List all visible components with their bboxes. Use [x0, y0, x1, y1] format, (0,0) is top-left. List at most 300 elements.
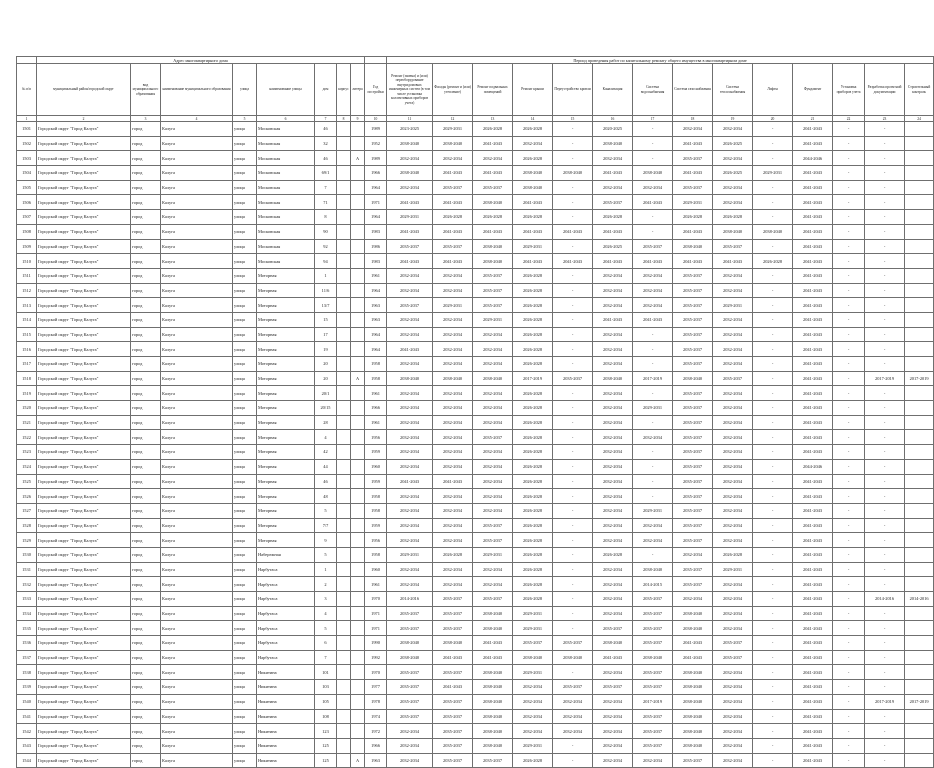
table-cell: - — [833, 724, 865, 739]
table-cell: 2035-2037 — [553, 371, 593, 386]
table-cell: 2032-2034 — [593, 474, 633, 489]
table-cell: 2029-2031 — [387, 547, 433, 562]
table-cell: 1510 — [17, 254, 37, 269]
table-cell: 2029-2031 — [473, 312, 513, 327]
table-cell: 3 — [315, 592, 337, 607]
table-cell: 2044-2046 — [793, 459, 833, 474]
column-header: Система водоснабжения — [633, 64, 673, 116]
table-cell: 2044-2046 — [793, 151, 833, 166]
table-cell: город — [131, 430, 161, 445]
table-cell: 2038-2040 — [473, 680, 513, 695]
table-cell: 1 — [315, 268, 337, 283]
table-cell: 2029-2031 — [713, 298, 753, 313]
table-cell: 2032-2034 — [713, 592, 753, 607]
table-cell: - — [553, 606, 593, 621]
table-cell: Городской округ "Город Калуга" — [37, 136, 131, 151]
table-cell: 2041-2043 — [433, 680, 473, 695]
table-cell: Калуга — [161, 459, 233, 474]
table-cell — [337, 342, 351, 357]
table-cell — [337, 136, 351, 151]
table-cell: город — [131, 518, 161, 533]
table-cell: 2038-2040 — [713, 224, 753, 239]
table-cell: город — [131, 592, 161, 607]
table-cell: 1531 — [17, 562, 37, 577]
table-cell: Калуга — [161, 298, 233, 313]
column-number: 24 — [905, 116, 934, 122]
table-cell: 2035-2037 — [433, 621, 473, 636]
table-row — [17, 533, 934, 548]
column-number: 12 — [433, 116, 473, 122]
table-cell: Моторная — [257, 489, 315, 504]
table-cell: 2026-2028 — [513, 562, 553, 577]
table-cell: - — [865, 665, 905, 680]
table-cell: 2035-2037 — [387, 709, 433, 724]
table-cell: 2035-2037 — [473, 533, 513, 548]
table-cell: город — [131, 342, 161, 357]
table-cell: 2017-2019 — [865, 694, 905, 709]
table-cell: 2032-2034 — [433, 503, 473, 518]
table-row — [17, 224, 934, 239]
table-cell: 2041-2043 — [793, 268, 833, 283]
table-cell: Калуга — [161, 445, 233, 460]
table-cell: - — [553, 151, 593, 166]
table-cell: 123 — [315, 724, 337, 739]
table-cell: 46 — [315, 474, 337, 489]
table-cell: Калуга — [161, 166, 233, 181]
column-number: 14 — [513, 116, 553, 122]
table-cell: 2032-2034 — [713, 474, 753, 489]
table-cell: 2035-2037 — [387, 239, 433, 254]
table-cell — [905, 489, 934, 504]
table-cell — [905, 709, 934, 724]
table-cell: 2038-2040 — [593, 636, 633, 651]
table-cell: 2041-2043 — [793, 283, 833, 298]
table-cell: Городской округ "Город Калуга" — [37, 636, 131, 651]
table-cell — [905, 210, 934, 225]
table-cell: 2035-2037 — [633, 665, 673, 680]
table-cell: 2032-2034 — [593, 518, 633, 533]
table-cell: 2035-2037 — [673, 518, 713, 533]
table-cell — [905, 357, 934, 372]
table-cell — [337, 122, 351, 137]
table-cell: 2017-2019 — [905, 371, 934, 386]
table-cell: Моторная — [257, 298, 315, 313]
table-cell: 2032-2034 — [633, 298, 673, 313]
table-cell: 2041-2043 — [433, 474, 473, 489]
table-cell: - — [553, 738, 593, 753]
table-cell: 2014-2016 — [865, 592, 905, 607]
table-cell: 1508 — [17, 224, 37, 239]
table-cell: - — [833, 694, 865, 709]
table-cell: Калуга — [161, 254, 233, 269]
table-cell: 2035-2037 — [673, 401, 713, 416]
table-cell: 1504 — [17, 166, 37, 181]
table-cell: 2038-2040 — [593, 371, 633, 386]
table-cell: - — [833, 650, 865, 665]
table-cell: 1523 — [17, 445, 37, 460]
table-cell: 20 — [315, 357, 337, 372]
table-cell: 2041-2043 — [793, 694, 833, 709]
table-cell: город — [131, 533, 161, 548]
table-cell: 2041-2043 — [513, 224, 553, 239]
table-cell: улица — [233, 694, 257, 709]
column-number: 11 — [387, 116, 433, 122]
table-cell: 2041-2043 — [433, 254, 473, 269]
table-cell: 1958 — [365, 547, 387, 562]
table-cell — [351, 621, 365, 636]
table-cell: 2032-2034 — [713, 694, 753, 709]
table-cell: 2041-2043 — [793, 724, 833, 739]
table-cell: Городской округ "Город Калуга" — [37, 430, 131, 445]
table-cell: 2035-2037 — [387, 694, 433, 709]
table-cell: Никитина — [257, 738, 315, 753]
table-row — [17, 239, 934, 254]
table-cell: 2035-2037 — [673, 503, 713, 518]
table-cell — [337, 474, 351, 489]
table-cell: - — [553, 489, 593, 504]
table-cell: 108 — [315, 709, 337, 724]
table-cell: Моторная — [257, 401, 315, 416]
table-cell: 2026-2028 — [513, 386, 553, 401]
table-cell: 2038-2040 — [473, 724, 513, 739]
table-cell: 2041-2043 — [793, 224, 833, 239]
table-cell: 2041-2043 — [793, 533, 833, 548]
table-cell: улица — [233, 621, 257, 636]
table-cell: - — [553, 562, 593, 577]
table-row — [17, 298, 934, 313]
table-cell: 2026-2028 — [513, 342, 553, 357]
table-cell: город — [131, 195, 161, 210]
table-row — [17, 650, 934, 665]
table-cell: 2032-2034 — [387, 415, 433, 430]
table-cell: 1961 — [365, 386, 387, 401]
table-cell: 2032-2034 — [473, 357, 513, 372]
table-cell: улица — [233, 210, 257, 225]
table-cell: 1544 — [17, 753, 37, 768]
table-cell: улица — [233, 636, 257, 651]
table-row — [17, 562, 934, 577]
table-cell: 94 — [315, 254, 337, 269]
table-cell: - — [753, 503, 793, 518]
table-cell — [351, 562, 365, 577]
column-header: дом — [315, 64, 337, 116]
table-cell: Калуга — [161, 709, 233, 724]
table-cell — [905, 606, 934, 621]
table-cell: 1961 — [365, 268, 387, 283]
table-cell: Калуга — [161, 122, 233, 137]
table-cell: 5 — [315, 503, 337, 518]
table-cell: 2035-2037 — [713, 636, 753, 651]
table-cell: 2035-2037 — [433, 753, 473, 768]
table-cell — [905, 577, 934, 592]
table-cell: 2035-2037 — [633, 636, 673, 651]
table-cell: А — [351, 371, 365, 386]
table-cell: Моторная — [257, 533, 315, 548]
table-cell: - — [753, 753, 793, 768]
table-cell: 2032-2034 — [713, 503, 753, 518]
table-cell: 2026-2028 — [513, 312, 553, 327]
column-header: вид муниципального образования — [131, 64, 161, 116]
table-cell: 1989 — [365, 151, 387, 166]
table-cell: 2017-2019 — [633, 694, 673, 709]
table-cell: 1960 — [365, 459, 387, 474]
table-cell: Городской округ "Город Калуга" — [37, 650, 131, 665]
table-cell: - — [865, 621, 905, 636]
table-cell — [337, 268, 351, 283]
table-cell: 2032-2034 — [433, 415, 473, 430]
table-cell — [351, 503, 365, 518]
table-cell: 2032-2034 — [387, 180, 433, 195]
table-cell: город — [131, 606, 161, 621]
table-cell: 1959 — [365, 518, 387, 533]
table-cell — [351, 445, 365, 460]
table-cell: 2041-2043 — [793, 415, 833, 430]
table-cell: - — [865, 166, 905, 181]
table-cell: 2026-2028 — [513, 268, 553, 283]
table-cell: - — [865, 268, 905, 283]
table-cell — [351, 401, 365, 416]
table-cell: 2032-2034 — [387, 386, 433, 401]
table-cell: - — [865, 210, 905, 225]
table-cell: 2032-2034 — [593, 268, 633, 283]
column-number: 1 — [17, 116, 37, 122]
table-cell: 2032-2034 — [513, 709, 553, 724]
table-cell: 1514 — [17, 312, 37, 327]
table-cell: 2038-2040 — [593, 136, 633, 151]
table-cell: - — [833, 283, 865, 298]
table-cell: 1513 — [17, 298, 37, 313]
table-row — [17, 151, 934, 166]
table-cell: 2026-2028 — [513, 753, 553, 768]
repair-schedule-table — [16, 56, 934, 768]
table-cell: - — [553, 459, 593, 474]
table-cell: - — [753, 738, 793, 753]
table-cell — [337, 753, 351, 768]
table-cell: 2032-2034 — [713, 533, 753, 548]
table-cell: 2 — [315, 577, 337, 592]
table-cell — [905, 430, 934, 445]
table-cell: 2041-2043 — [793, 210, 833, 225]
column-number: 19 — [713, 116, 753, 122]
table-cell: 1507 — [17, 210, 37, 225]
table-cell: 2041-2043 — [793, 503, 833, 518]
table-cell: 2032-2034 — [593, 415, 633, 430]
table-cell: 2026-2028 — [473, 210, 513, 225]
table-cell: 2038-2040 — [473, 195, 513, 210]
table-cell: 2032-2034 — [473, 445, 513, 460]
table-cell: 2032-2034 — [713, 283, 753, 298]
table-cell — [337, 445, 351, 460]
table-cell: 2032-2034 — [593, 151, 633, 166]
table-cell: 2041-2043 — [793, 709, 833, 724]
table-cell: 2032-2034 — [433, 268, 473, 283]
table-cell: 1526 — [17, 489, 37, 504]
table-cell: 2032-2034 — [593, 489, 633, 504]
table-cell — [905, 268, 934, 283]
table-cell: 2038-2040 — [513, 180, 553, 195]
table-cell: 2041-2043 — [513, 195, 553, 210]
table-cell: улица — [233, 151, 257, 166]
table-cell: город — [131, 166, 161, 181]
table-cell: 2026-2028 — [713, 210, 753, 225]
table-cell: 2032-2034 — [387, 503, 433, 518]
table-cell: 101 — [315, 665, 337, 680]
table-cell: Городской округ "Город Калуга" — [37, 327, 131, 342]
document-sheet — [16, 56, 931, 768]
table-cell: город — [131, 547, 161, 562]
table-cell — [905, 518, 934, 533]
table-cell: город — [131, 694, 161, 709]
table-cell: улица — [233, 180, 257, 195]
table-cell: А — [351, 151, 365, 166]
table-cell: Нарбутаса — [257, 562, 315, 577]
table-cell: - — [865, 151, 905, 166]
table-cell — [905, 283, 934, 298]
table-cell: 2041-2043 — [793, 239, 833, 254]
table-cell: 2032-2034 — [387, 753, 433, 768]
table-row — [17, 606, 934, 621]
table-cell: 2038-2040 — [753, 224, 793, 239]
table-cell: улица — [233, 254, 257, 269]
table-cell: Городской округ "Город Калуга" — [37, 547, 131, 562]
table-cell: 2035-2037 — [473, 268, 513, 283]
table-cell: 2032-2034 — [593, 738, 633, 753]
table-cell: улица — [233, 401, 257, 416]
table-cell: город — [131, 371, 161, 386]
table-cell — [337, 401, 351, 416]
table-cell: 2032-2034 — [473, 489, 513, 504]
table-cell: 1956 — [365, 430, 387, 445]
table-cell: - — [833, 268, 865, 283]
table-cell: 1532 — [17, 577, 37, 592]
table-cell: 2026-2025 — [593, 239, 633, 254]
table-cell: 1964 — [365, 342, 387, 357]
table-cell: - — [553, 180, 593, 195]
table-cell: 2041-2043 — [433, 224, 473, 239]
table-cell: Городской округ "Город Калуга" — [37, 606, 131, 621]
table-cell: Калуга — [161, 562, 233, 577]
table-row — [17, 136, 934, 151]
table-row — [17, 503, 934, 518]
table-cell: 2038-2040 — [387, 636, 433, 651]
table-cell — [337, 636, 351, 651]
table-cell: - — [753, 709, 793, 724]
table-row — [17, 180, 934, 195]
table-cell: - — [865, 327, 905, 342]
table-cell — [905, 503, 934, 518]
column-header: Фасады (ремонт и (или) утепление) — [433, 64, 473, 116]
table-cell: 2041-2043 — [387, 195, 433, 210]
table-cell: 2035-2037 — [387, 606, 433, 621]
table-cell — [351, 166, 365, 181]
table-cell: Городской округ "Город Калуга" — [37, 239, 131, 254]
table-cell: - — [865, 254, 905, 269]
table-cell: 2026-2028 — [513, 122, 553, 137]
table-cell: 2038-2040 — [433, 371, 473, 386]
table-cell: 2041-2043 — [673, 136, 713, 151]
table-row — [17, 386, 934, 401]
table-cell: Моторная — [257, 357, 315, 372]
table-cell — [905, 342, 934, 357]
table-cell: 2038-2040 — [473, 371, 513, 386]
table-cell: - — [753, 562, 793, 577]
table-cell: 1522 — [17, 430, 37, 445]
table-cell: 1958 — [365, 371, 387, 386]
table-cell: 1515 — [17, 327, 37, 342]
table-cell: - — [753, 445, 793, 460]
table-cell: - — [553, 577, 593, 592]
table-cell: - — [865, 606, 905, 621]
table-cell: 2032-2034 — [713, 415, 753, 430]
table-cell: 2041-2043 — [793, 180, 833, 195]
table-cell: 2035-2037 — [633, 239, 673, 254]
table-cell: 1520 — [17, 401, 37, 416]
period-group-header: Период проведения работ по капитальному ремонту общего имущества в многоквартирном доме — [387, 57, 934, 64]
table-cell: - — [753, 459, 793, 474]
table-cell: 2041-2043 — [593, 224, 633, 239]
column-number: 7 — [315, 116, 337, 122]
table-cell: город — [131, 136, 161, 151]
table-cell — [351, 680, 365, 695]
table-cell: Городской округ "Город Калуга" — [37, 518, 131, 533]
table-cell: Нарбутаса — [257, 606, 315, 621]
column-header: Ремонт (замена) и (или) переоборудование внутридомовых инженерных систем (в том числе установка коллективных приборов учета) — [387, 64, 433, 116]
table-cell: - — [753, 357, 793, 372]
column-header-row — [17, 64, 934, 116]
table-cell: 2032-2034 — [433, 430, 473, 445]
table-cell: 2041-2043 — [793, 371, 833, 386]
column-number: 4 — [161, 116, 233, 122]
table-cell: - — [753, 724, 793, 739]
table-cell — [337, 577, 351, 592]
table-cell: - — [753, 694, 793, 709]
table-cell: Калуга — [161, 283, 233, 298]
table-cell — [351, 122, 365, 137]
table-cell: 2032-2034 — [593, 342, 633, 357]
table-cell: Никитина — [257, 665, 315, 680]
table-cell: 2041-2043 — [593, 166, 633, 181]
table-cell: 2032-2034 — [633, 518, 673, 533]
table-cell: 1535 — [17, 621, 37, 636]
table-cell: - — [865, 342, 905, 357]
table-cell — [905, 224, 934, 239]
table-cell: улица — [233, 724, 257, 739]
table-cell: 1533 — [17, 592, 37, 607]
table-cell: - — [865, 415, 905, 430]
table-cell: 2032-2034 — [593, 386, 633, 401]
table-cell: 2032-2034 — [593, 753, 633, 768]
table-cell: 20/1 — [315, 386, 337, 401]
table-cell: - — [633, 445, 673, 460]
table-cell: город — [131, 474, 161, 489]
table-cell: 2038-2040 — [633, 562, 673, 577]
table-cell: 2026-2028 — [513, 518, 553, 533]
table-cell: улица — [233, 136, 257, 151]
table-cell: 2041-2043 — [793, 136, 833, 151]
table-cell: Городской округ "Город Калуга" — [37, 709, 131, 724]
table-cell: улица — [233, 606, 257, 621]
table-cell — [351, 342, 365, 357]
table-cell: 2026-2028 — [593, 547, 633, 562]
table-cell: 2038-2040 — [633, 650, 673, 665]
table-cell: - — [865, 312, 905, 327]
table-cell: - — [633, 489, 673, 504]
table-cell: Городской округ "Город Калуга" — [37, 694, 131, 709]
table-cell: - — [865, 180, 905, 195]
table-cell: 2029-2031 — [673, 195, 713, 210]
table-cell: - — [865, 753, 905, 768]
column-header: Система газоснабжения — [673, 64, 713, 116]
